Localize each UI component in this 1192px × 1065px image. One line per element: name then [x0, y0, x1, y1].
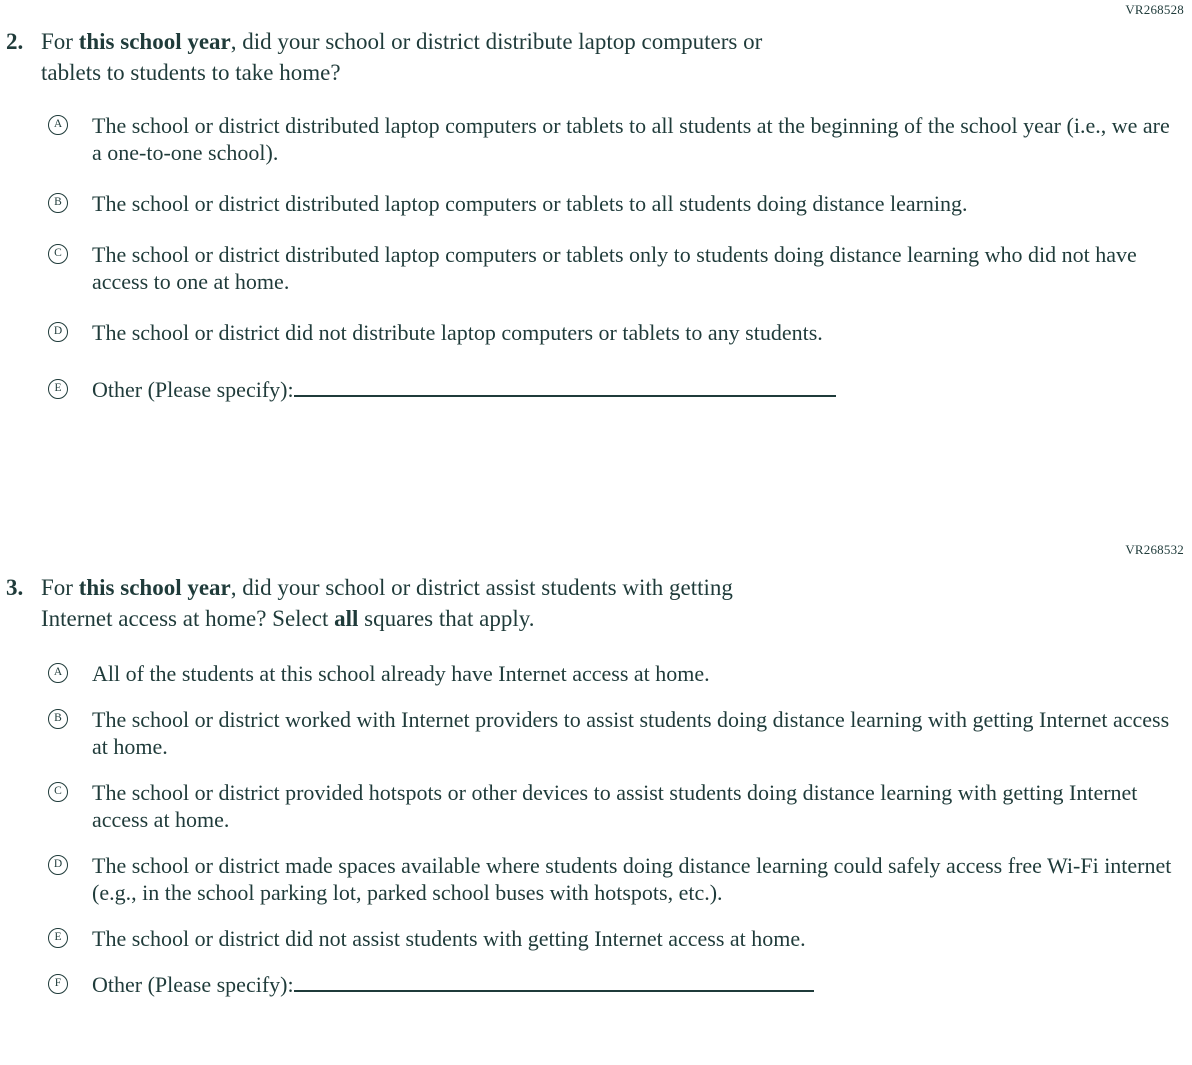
question-2-text — [41, 26, 762, 88]
form-code-q3: VR268532 — [1125, 542, 1184, 557]
q2-option-b-bubble-icon[interactable]: B — [48, 193, 68, 213]
q2-other-specify-line[interactable] — [294, 376, 836, 397]
question-2-options — [48, 112, 1184, 403]
q3-option-e-text: The school or district did not assist students with getting Internet access at home. — [92, 926, 806, 951]
q3-option-d-bubble-icon[interactable]: D — [48, 855, 68, 875]
q3-option-a-bubble-icon[interactable]: A — [48, 663, 68, 683]
q2-option-c-bubble-icon[interactable]: C — [48, 244, 68, 264]
q3-option-e — [48, 925, 1184, 952]
q3-option-c — [48, 779, 1184, 833]
q2-option-c — [48, 241, 1184, 295]
q2-line1-post: , did your school or district distribute laptop computers or — [230, 29, 763, 54]
q3-line2-post: squares that apply. — [358, 606, 535, 631]
q3-line1-post: , did your school or district assist students with getting — [230, 575, 733, 600]
q2-option-e-bubble-icon[interactable]: E — [48, 379, 68, 399]
question-3-options — [48, 660, 1184, 998]
q2-option-d — [48, 319, 1184, 346]
q3-other-specify-line[interactable] — [294, 971, 814, 992]
q2-option-c-text: The school or district distributed laptop computers or tablets only to students doing distance learning who did not have access to one at home. — [92, 242, 1137, 294]
q3-option-f-label: Other (Please specify): — [92, 972, 294, 997]
q2-option-e — [48, 376, 1184, 403]
q3-option-e-bubble-icon[interactable]: E — [48, 928, 68, 948]
q3-option-c-bubble-icon[interactable]: C — [48, 782, 68, 802]
question-2-number: 2. — [6, 29, 24, 54]
q2-line1-pre: For — [41, 29, 79, 54]
question-3-prompt — [6, 572, 1184, 634]
q2-option-e-label: Other (Please specify): — [92, 377, 294, 402]
q3-option-f-bubble-icon[interactable]: F — [48, 974, 68, 994]
q3-option-a-text: All of the students at this school already have Internet access at home. — [92, 661, 710, 686]
q3-line2-bold: all — [334, 606, 359, 631]
question-3 — [6, 572, 1184, 998]
q2-option-b — [48, 190, 1184, 217]
q3-line2-pre: Internet access at home? Select — [41, 606, 335, 631]
q2-option-b-text: The school or district distributed laptop computers or tablets to all students doing distance learning. — [92, 191, 968, 216]
q2-option-a-bubble-icon[interactable]: A — [48, 115, 68, 135]
q3-line1-bold: this school year — [78, 575, 231, 600]
q2-option-d-bubble-icon[interactable]: D — [48, 322, 68, 342]
question-3-number: 3. — [6, 575, 24, 600]
q2-option-a — [48, 112, 1184, 166]
q3-option-f — [48, 971, 1184, 998]
q2-option-a-text: The school or district distributed laptop computers or tablets to all students at the beginning of the school year (i.e., we are a one-to-one school). — [92, 113, 1170, 165]
q3-option-b — [48, 706, 1184, 760]
q2-option-e-text — [92, 376, 836, 403]
q3-option-c-text: The school or district provided hotspots or other devices to assist students doing distance learning with getting Internet access at home. — [92, 780, 1138, 832]
q2-line1-bold: this school year — [78, 29, 231, 54]
q3-option-b-bubble-icon[interactable]: B — [48, 709, 68, 729]
q2-line2: tablets to students to take home? — [41, 60, 341, 85]
q3-option-d — [48, 852, 1184, 906]
q3-option-d-text: The school or district made spaces available where students doing distance learning could safely access free Wi-Fi internet (e.g., in the school parking lot, parked school buses with hotspots, etc.). — [92, 853, 1172, 905]
q2-option-d-text: The school or district did not distribute laptop computers or tablets to any students. — [92, 320, 823, 345]
question-3-text — [41, 572, 733, 634]
question-2 — [6, 26, 1184, 403]
form-code-q2: VR268528 — [1125, 2, 1184, 17]
q3-option-b-text: The school or district worked with Internet providers to assist students doing distance learning with getting Internet access at home. — [92, 707, 1170, 759]
q3-option-a — [48, 660, 1184, 687]
q3-option-f-text — [92, 971, 814, 998]
q3-line1-pre: For — [41, 575, 79, 600]
question-2-prompt — [6, 26, 1184, 88]
